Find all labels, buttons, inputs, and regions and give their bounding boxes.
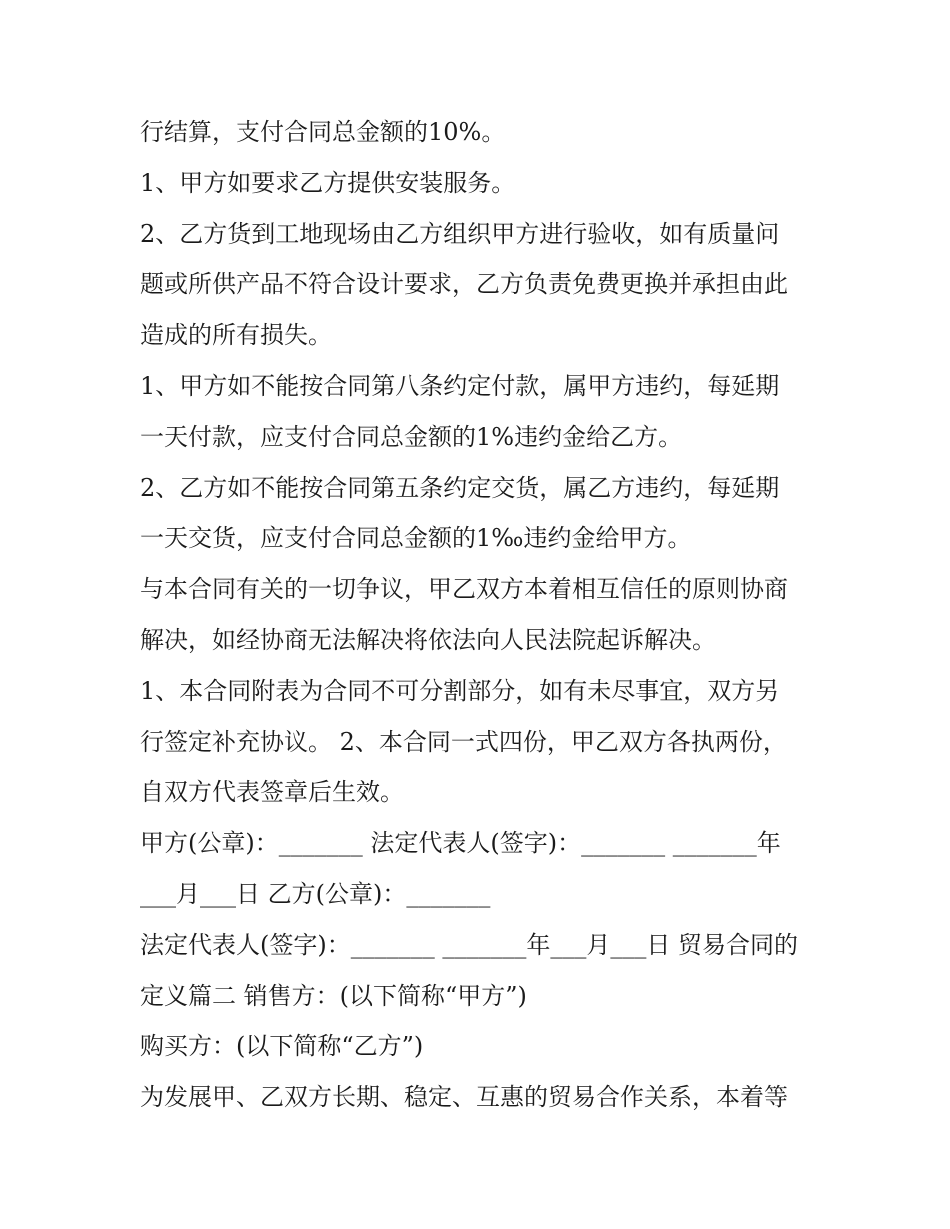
text-line-11: 解决，如经协商无法解决将依法向人民法院起诉解决。 [140, 625, 716, 654]
text-line-9: 一天交货，应支付合同总金额的1‰违约金给甲方。 [140, 524, 692, 553]
text-line-18: 定义篇二 销售方：(以下简称“甲方”) [140, 981, 527, 1010]
text-line-15: 甲方(公章)：_______ 法定代表人(签字)：_______ _______年 [140, 829, 781, 858]
text-line-1: 行结算，支付合同总金额的10%。 [140, 118, 506, 146]
text-line-17: 法定代表人(签字)：_______ _______年___月___日 贸易合同的 [140, 930, 798, 959]
text-line-8: 2、乙方如不能按合同第五条约定交货，属乙方违约，每延期 [140, 473, 780, 502]
text-line-7: 一天付款，应支付合同总金额的1%违约金给乙方。 [140, 422, 683, 451]
text-line-5: 造成的所有损失。 [140, 321, 332, 350]
text-line-19: 购买方：(以下简称“乙方”) [140, 1032, 424, 1061]
contract-text-body [140, 107, 840, 1123]
text-line-10: 与本合同有关的一切争议，甲乙双方本着相互信任的原则协商 [140, 575, 788, 604]
text-line-6: 1、甲方如不能按合同第八条约定付款，属甲方违约，每延期 [140, 371, 780, 400]
text-line-12: 1、本合同附表为合同不可分割部分，如有未尽事宜，双方另 [140, 676, 780, 705]
text-line-2: 1、甲方如要求乙方提供安装服务。 [140, 168, 516, 197]
text-line-4: 题或所供产品不符合设计要求，乙方负责免费更换并承担由此 [140, 270, 788, 299]
text-line-14: 自双方代表签章后生效。 [140, 778, 404, 807]
text-line-20: 为发展甲、乙双方长期、稳定、互惠的贸易合作关系，本着等 [140, 1083, 788, 1112]
text-line-13: 行签定补充协议。 2、本合同一式四份，甲乙双方各执两份， [140, 727, 787, 756]
text-line-16: ___月___日 乙方(公章)：_______ [140, 879, 491, 908]
text-line-3: 2、乙方货到工地现场由乙方组织甲方进行验收，如有质量问 [140, 219, 780, 248]
